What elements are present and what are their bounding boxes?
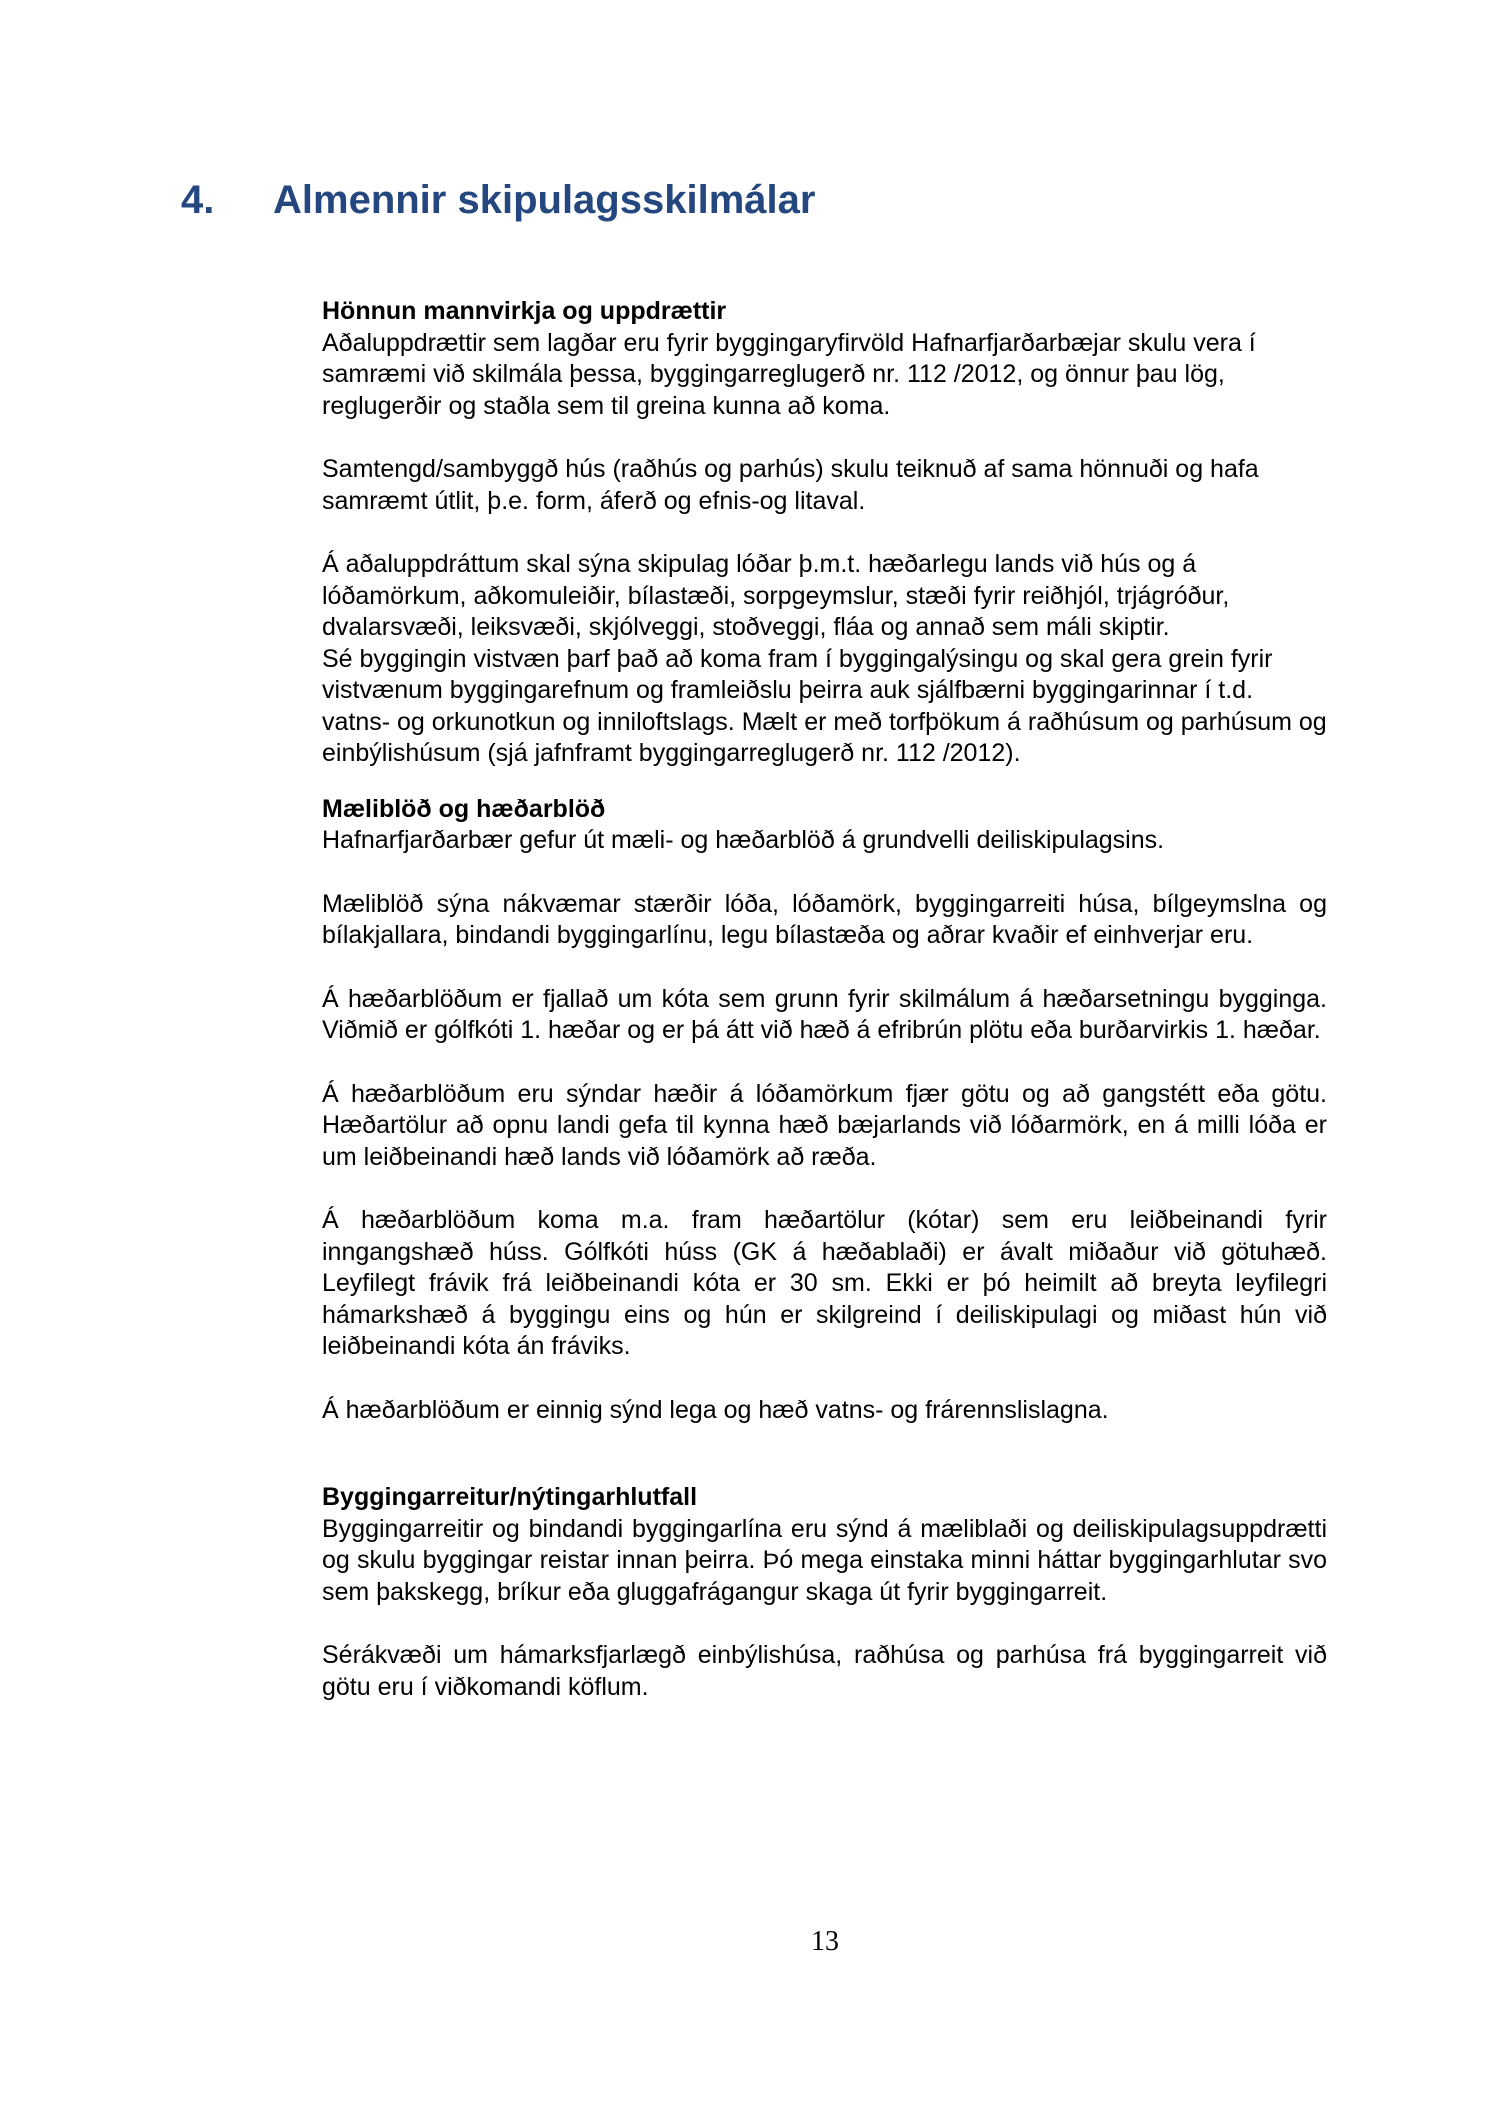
section-measurement-sheets	[322, 794, 1327, 1427]
paragraph: Á aðaluppdráttum skal sýna skipulag lóðar þ.m.t. hæðarlegu lands við hús og á lóðamörkum, aðkomuleiðir, bílastæði, sorpgeymslur, stæði fyrir reiðhjól, trjágróður, dvalarsvæði, leiksvæði, skjólveggi, stoðveggi, fláa og annað sem máli skiptir.	[322, 550, 1230, 641]
section-design	[322, 296, 1327, 770]
paragraph: Mæliblöð sýna nákvæmar stærðir lóða, lóðamörk, byggingarreiti húsa, bílgeymslna og bílakjallara, bindandi byggingarlínu, legu bílastæða og aðrar kvaðir ef einhverjar eru.	[322, 889, 1327, 949]
section-building-area	[322, 1482, 1327, 1703]
paragraph: Samtengd/sambyggð hús (raðhús og parhús) skulu teiknuð af sama hönnuði og hafa samræmt útlit, þ.e. form, áferð og efnis-og litaval.	[322, 455, 1259, 515]
main-content	[322, 296, 1327, 1703]
paragraph: Aðaluppdrættir sem lagðar eru fyrir byggingaryfirvöld Hafnarfjarðarbæjar skulu vera í samræmi við skilmála þessa, byggingarreglugerð nr. 112 /2012, og önnur þau lög, reglugerðir og staðla sem til greina kunna að koma.	[322, 328, 1256, 420]
paragraph: Á hæðarblöðum er fjallað um kóta sem grunn fyrir skilmálum á hæðarsetningu bygginga. Viðmið er gólfkóti 1. hæðar og er þá átt við hæð á efribrún plötu eða burðarvirkis 1. hæðar.	[322, 984, 1327, 1044]
section-title: Hönnun mannvirkja og uppdrættir	[322, 297, 727, 325]
paragraph: Byggingarreitir og bindandi byggingarlína eru sýnd á mæliblaði og deiliskipulagsuppdrætti og skulu byggingar reistar innan þeirra. Þó mega einstaka minni háttar byggingarhlutar svo sem þakskegg, bríkur eða gluggafrágangur skaga út fyrir byggingarreit.	[322, 1514, 1327, 1606]
paragraph: Sérákvæði um hámarksfjarlægð einbýlishúsa, raðhúsa og parhúsa frá byggingarreit við götu eru í viðkomandi köflum.	[322, 1641, 1327, 1701]
chapter-title: Almennir skipulagsskilmálar	[273, 178, 816, 222]
paragraph: Á hæðarblöðum er einnig sýnd lega og hæð vatns- og frárennslislagna.	[322, 1395, 1109, 1424]
chapter-heading	[181, 176, 815, 224]
page-number: 13	[811, 1926, 839, 1957]
section-title: Byggingarreitur/nýtingarhlutfall	[322, 1483, 698, 1511]
paragraph: Sé byggingin vistvæn þarf það að koma fram í byggingalýsingu og skal gera grein fyrir vistvænum byggingarefnum og framleiðslu þeirra auk sjálfbærni byggingarinnar í t.d. vatns- og orkunotkun og inniloftslags. Mælt er með torfþökum á raðhúsum og parhúsum og einbýlishúsum (sjá jafnframt byggingarreglugerð nr. 112 /2012).	[322, 644, 1327, 767]
section-title: Mæliblöð og hæðarblöð	[322, 794, 606, 823]
paragraph: Hafnarfjarðarbær gefur út mæli- og hæðarblöð á grundvelli deiliskipulagsins.	[322, 826, 1165, 854]
chapter-number: 4.	[181, 178, 215, 222]
paragraph: Á hæðarblöðum koma m.a. fram hæðartölur (kótar) sem eru leiðbeinandi fyrir inngangshæð húss. Gólfkóti húss (GK á hæðablaði) er ávalt miðaður við götuhæð. Leyfilegt frávik frá leiðbeinandi kóta er 30 sm. Ekki er þó heimilt að breyta leyfilegri hámarkshæð á byggingu eins og hún er skilgreind í deiliskipulagi og miðast hún við leiðbeinandi kóta án fráviks.	[322, 1206, 1327, 1360]
paragraph: Á hæðarblöðum eru sýndar hæðir á lóðamörkum fjær götu og að gangstétt eða götu. Hæðartölur að opnu landi gefa til kynna hæð bæjarlands við lóðarmörk, en á milli lóða er um leiðbeinandi hæð lands við lóðamörk að ræða.	[322, 1079, 1327, 1171]
